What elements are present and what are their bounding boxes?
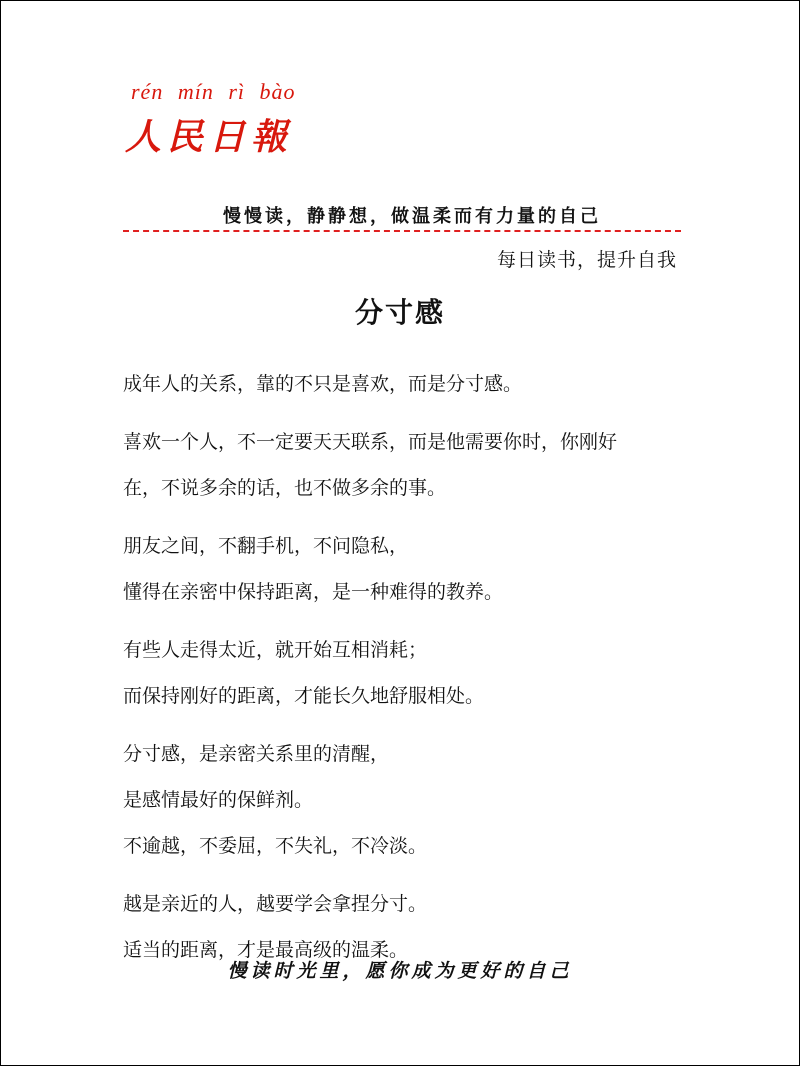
masthead-logo: 人民日報 [125,117,294,158]
article-title: 分寸感 [354,296,445,329]
closing-line: 慢读时光里，愿你成为更好的自己 [227,960,573,982]
paragraph [123,631,693,723]
text-line: 不逾越，不委屈，不失礼，不冷淡。 [123,835,428,857]
paragraph [123,527,693,619]
dashed-divider [123,230,681,232]
text-line: 有些人走得太近，就开始互相消耗； [123,639,428,661]
paragraph [123,423,693,515]
paragraph [123,735,693,873]
text-line: 分寸感，是亲密关系里的清醒， [123,743,390,765]
text-line: 而保持刚好的距离，才能长久地舒服相处。 [123,685,485,707]
masthead-pinyin: rén mín rì bào [131,79,296,104]
text-line: 越是亲近的人，越要学会拿捏分寸。 [123,893,428,915]
header-subtitle: 每日读书，提升自我 [496,249,677,271]
text-line: 懂得在亲密中保持距离，是一种难得的教养。 [123,581,504,603]
paragraph [123,365,693,411]
text-line: 朋友之间，不翻手机，不问隐私， [123,535,409,557]
text-line: 喜欢一个人，不一定要天天联系，而是他需要你时，你刚好 [123,431,618,453]
text-line: 在，不说多余的话，也不做多余的事。 [123,477,447,499]
text-line: 适当的距离，才是最高级的温柔。 [123,939,409,961]
text-line: 是感情最好的保鲜剂。 [123,789,314,811]
header-slogan: 慢慢读，静静想，做温柔而有力量的自己 [223,206,601,227]
text-line: 成年人的关系，靠的不只是喜欢，而是分寸感。 [123,373,523,395]
article-body [123,365,693,989]
